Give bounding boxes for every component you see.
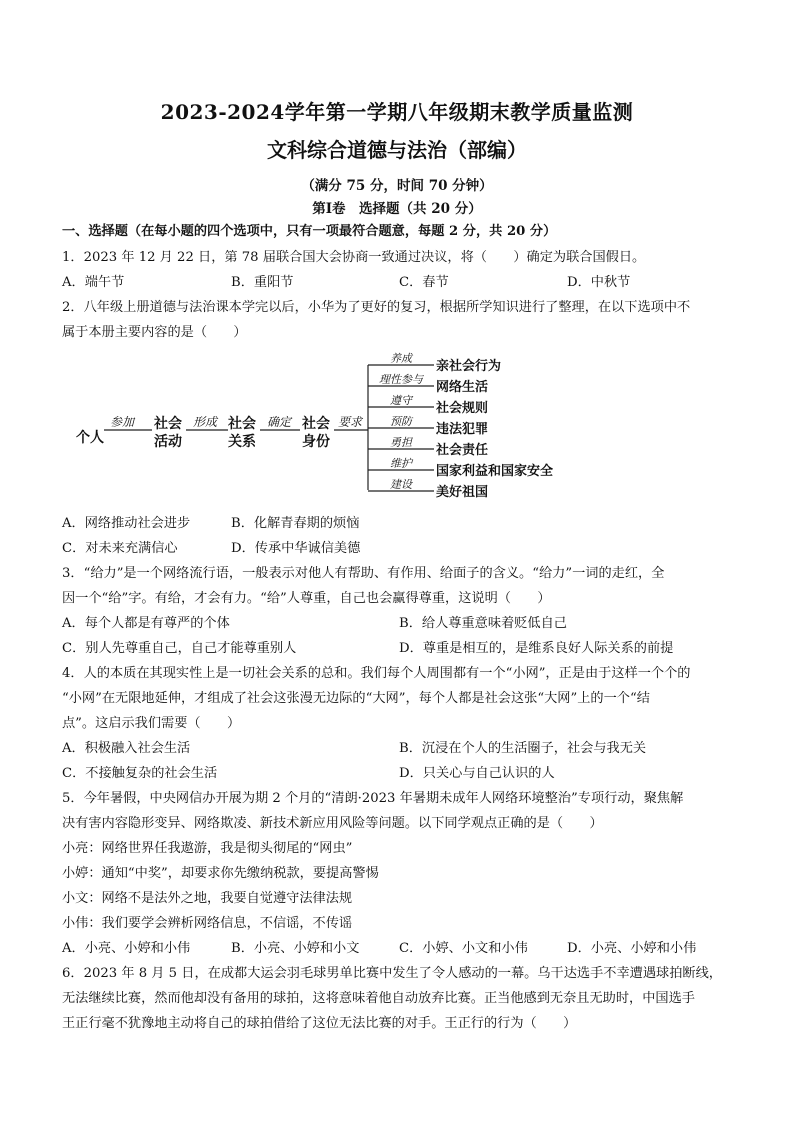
q2-option-d: D．传承中华诚信美德: [231, 541, 361, 556]
score-time: （满分 75 分，时间 70 分钟）: [301, 178, 493, 194]
q5-stem-line1: 5．今年暑假，中央网信办开展为期 2 个月的“清朗·2023 年暑期未成年人网络环境整治”专项行动，聚焦解: [62, 791, 684, 806]
q1-stem: 1．2023 年 12 月 22 日，第 78 届联合国大会协商一致通过决议，将（ ）确定为联合国假日。: [62, 250, 646, 265]
q3-option-a: A．每个人都是有尊严的个体: [62, 616, 230, 631]
q1-option-c: C．春节: [399, 275, 449, 290]
diagram-branch-verb: 预防: [390, 415, 412, 428]
diagram-branch-verb: 建设: [390, 478, 412, 491]
q3-option-d: D．尊重是相互的，是维系良好人际关系的前提: [399, 641, 674, 656]
q5-stem-line2: 决有害内容隐形变异、网络欺凌、新技术新应用风险等问题。以下同学观点正确的是（ ）: [62, 816, 603, 831]
q4-option-b: B．沉浸在个人的生活圈子，社会与我无关: [399, 741, 647, 756]
q2-concept-diagram: [62, 348, 592, 508]
diagram-branch-item: 社会规则: [436, 401, 489, 416]
q3-stem-line1: 3．“给力”是一个网络流行语，一般表示对他人有帮助、有作用、给面子的含义。“给力”一词的走红，全: [62, 566, 665, 581]
q6-stem-line1: 6．2023 年 8 月 5 日，在成都大运会羽毛球男单比赛中发生了令人感动的一幕。乌干达选手不幸遭遇球拍断线，: [62, 966, 722, 981]
q6-stem-line3: 王正行毫不犹豫地主动将自己的球拍借给了这位无法比赛的对手。王正行的行为（ ）: [62, 1016, 577, 1031]
q5-viewpoint-3: 小文：网络不是法外之地，我要自觉遵守法律法规: [62, 891, 353, 906]
q6-stem-line2: 无法继续比赛，然而他却没有备用的球拍，这将意味着他自动放弃比赛。正当他感到无奈且无助时，中国选手: [62, 991, 695, 1006]
q4-stem-line1: 4．人的本质在其现实性上是一切社会关系的总和。我们每个人周围都有一个“小网”，正是由于这样一个个的: [62, 666, 691, 681]
q1-option-d: D．中秋节: [567, 275, 631, 290]
diagram-relation-line1: 社会: [228, 416, 256, 432]
diagram-activity-line2: 活动: [154, 434, 182, 450]
q5-option-d: D．小亮、小婷和小伟: [567, 941, 697, 956]
diagram-activity-line1: 社会: [154, 416, 182, 432]
diagram-branch-item: 美好祖国: [436, 485, 489, 500]
diagram-relation-line2: 关系: [228, 434, 256, 450]
q3-stem-line2: 因一个“给”字。有给，才会有力。“给”人尊重，自己也会赢得尊重，这说明（ ）: [62, 591, 551, 606]
q5-option-c: C．小婷、小文和小伟: [399, 941, 528, 956]
q4-stem-line3: 点”。这启示我们需要（ ）: [62, 716, 241, 731]
q2-option-a: A．网络推动社会进步: [62, 516, 191, 531]
section-heading: 一、选择题（在每小题的四个选项中，只有一项最符合题意，每题 2 分，共 20 分）: [62, 224, 557, 239]
diagram-branch-item: 亲社会行为: [436, 359, 502, 374]
diagram-form-label: 形成: [193, 415, 218, 429]
diagram-branch-item: 社会责任: [436, 443, 489, 458]
q2-option-b: B．化解青春期的烦恼: [231, 516, 360, 531]
diagram-branch-verb: 理性参与: [379, 373, 423, 386]
q2-stem-line2: 属于本册主要内容的是（ ）: [62, 325, 247, 340]
q4-option-c: C．不接触复杂的社会生活: [62, 766, 218, 781]
diagram-branch-item: 网络生活: [436, 380, 489, 395]
q5-option-b: B．小亮、小婷和小文: [231, 941, 360, 956]
exam-subject: 文科综合道德与法治（部编）: [267, 138, 527, 162]
q5-viewpoint-1: 小亮：网络世界任我遨游，我是彻头彻尾的“网虫”: [62, 841, 353, 856]
diagram-branches: [368, 352, 553, 500]
diagram-branch-verb: 勇担: [390, 436, 412, 449]
diagram-branch-verb: 维护: [390, 457, 412, 470]
q3-option-b: B．给人尊重意味着贬低自己: [399, 616, 567, 631]
q5-viewpoint-4: 小伟：我们要学会辨析网络信息，不信谣，不传谣: [62, 916, 353, 931]
q1-option-a: A．端午节: [62, 275, 125, 290]
diagram-person: 个人: [76, 430, 104, 446]
exam-title: 2023-2024学年第一学期八年级期末教学质量监测: [160, 100, 634, 124]
diagram-join-label: 参加: [110, 415, 135, 429]
diagram-define-label: 确定: [267, 415, 292, 429]
q4-stem-line2: “小网”在无限地延伸，才组成了社会这张漫无边际的“大网”，每个人都是社会这张“大网”上的一个“结: [62, 691, 650, 706]
q3-option-c: C．别人先尊重自己，自己才能尊重别人: [62, 641, 297, 656]
q5-viewpoint-2: 小婷：通知“中奖”，却要求你先缴纳税款，要提高警惕: [62, 866, 379, 881]
diagram-branch-item: 国家利益和国家安全: [436, 464, 554, 479]
q4-option-d: D．只关心与自己认识的人: [399, 766, 555, 781]
diagram-identity-line2: 身份: [302, 434, 330, 450]
volume-heading: 第Ⅰ卷 选择题（共 20 分）: [312, 201, 482, 217]
q1-option-b: B．重阳节: [231, 275, 294, 290]
diagram-branch-item: 违法犯罪: [436, 422, 489, 437]
diagram-require-label: 要求: [338, 415, 363, 429]
diagram-branch-verb: 养成: [390, 352, 412, 365]
diagram-branch-verb: 遵守: [390, 394, 412, 407]
q2-stem-line1: 2．八年级上册道德与法治课本学完以后，小华为了更好的复习，根据所学知识进行了整理，在以下选项中不: [62, 300, 691, 315]
q4-option-a: A．积极融入社会生活: [62, 741, 191, 756]
q2-option-c: C．对未来充满信心: [62, 541, 178, 556]
diagram-identity-line1: 社会: [302, 416, 330, 432]
q5-option-a: A．小亮、小婷和小伟: [62, 941, 191, 956]
